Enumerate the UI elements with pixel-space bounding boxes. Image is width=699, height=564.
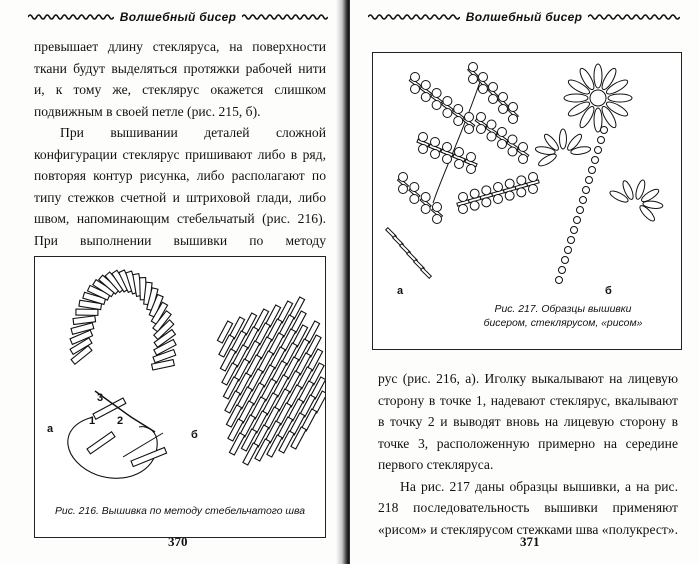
seed-bead [562, 257, 569, 264]
seed-bead [433, 203, 442, 212]
seed-bead [419, 133, 428, 142]
figure-label-b: б [191, 429, 198, 441]
seed-bead [517, 176, 526, 185]
right-running-header [368, 6, 680, 28]
running-title: Волшебный бисер [465, 10, 583, 24]
seed-bead [411, 85, 420, 94]
seed-bead [477, 113, 486, 122]
bugle-bead [421, 268, 432, 279]
seed-bead [598, 137, 605, 144]
seed-bead [443, 143, 452, 152]
seed-bead [470, 189, 479, 198]
seed-bead [465, 125, 474, 134]
seed-bead [399, 173, 408, 182]
seed-bead [421, 93, 430, 102]
seed-bead [431, 150, 440, 159]
seed-bead [589, 167, 596, 174]
seed-bead [469, 75, 478, 84]
seed-bead [508, 135, 517, 144]
seed-bead [443, 109, 452, 118]
paragraph: На рис. 217 даны образцы вышивки, а на рис. 218 последовательность вышивки применяют «рисом» и стеклярусом стежками шва «полукрест». [378, 478, 679, 537]
seed-bead [571, 227, 578, 234]
point-label-3: 3 [97, 392, 104, 404]
wave-ornament-icon [28, 12, 114, 22]
figure-caption: Рис. 216. Вышивка по методу стебельчатого шва [54, 506, 305, 517]
paragraph: превышает длину стекляруса, на поверхности ткани будут выделяться протяжки рабочей нити и, к тому же, стеклярус окажется слишком подвижным в своей петле (рис. 215, б). [34, 39, 326, 119]
seed-bead [519, 155, 528, 164]
seed-bead [399, 185, 408, 194]
petal [564, 94, 588, 102]
seed-bead [454, 117, 463, 126]
seed-bead [498, 128, 507, 137]
seed-bead [432, 89, 441, 98]
caption-line: бисером, стеклярусом, «рисом» [483, 318, 643, 329]
seed-bead [482, 198, 491, 207]
seed-bead [467, 153, 476, 162]
seed-bead [410, 195, 419, 204]
daisy-flower-drawing [535, 64, 663, 284]
seed-bead [455, 160, 464, 169]
seed-bead [419, 145, 428, 154]
running-title: Волшебный бисер [119, 10, 237, 24]
seed-bead [509, 115, 518, 124]
wave-ornament-icon [368, 12, 460, 22]
figure-caption [453, 303, 673, 331]
seed-bead [509, 103, 518, 112]
seed-bead [443, 97, 452, 106]
seed-bead [489, 83, 498, 92]
petal [560, 129, 567, 149]
seed-bead [517, 188, 526, 197]
figure-216 [34, 256, 326, 538]
bugle-bead [76, 309, 98, 315]
seed-bead [459, 193, 468, 202]
page-number: 370 [168, 534, 188, 549]
caption-line: Рис. 217. Образцы вышивки [494, 304, 632, 315]
figure-label-a: а [47, 423, 54, 435]
seed-bead [574, 217, 581, 224]
petal [608, 94, 632, 102]
seed-bead [583, 187, 590, 194]
seed-bead [529, 185, 538, 194]
fern-branch-drawing [386, 63, 539, 279]
seed-bead [487, 120, 496, 129]
seed-bead [479, 85, 488, 94]
seed-bead [433, 215, 442, 224]
seed-bead [421, 81, 430, 90]
seed-bead [505, 179, 514, 188]
seed-bead [580, 197, 587, 204]
petal [594, 64, 602, 88]
seed-bead [519, 143, 528, 152]
seed-bead [559, 267, 566, 274]
thread-loop [68, 417, 157, 478]
seed-bead [489, 95, 498, 104]
seed-bead [529, 173, 538, 182]
point-label-1: 1 [89, 415, 96, 427]
seed-bead [470, 201, 479, 210]
paragraph: рус (рис. 216, а). Иголку выкалывают на лицевую сторону в точке 1, надевают стеклярус, вкалывают в точку 2 и выводят вновь на лицевую сторону в точке 3, расположенную примерно на середине первого стекляруса. [378, 371, 678, 472]
seed-bead [410, 183, 419, 192]
seed-bead [469, 63, 478, 72]
seed-bead [508, 147, 517, 156]
leaf-outline-drawing [70, 270, 176, 370]
wave-ornament-icon [588, 12, 680, 22]
seed-bead [556, 277, 563, 284]
seed-bead [498, 140, 507, 149]
right-page [350, 0, 699, 564]
left-page [0, 0, 342, 564]
seed-bead [577, 207, 584, 214]
seed-bead [455, 148, 464, 157]
seed-bead [494, 195, 503, 204]
seed-bead [499, 105, 508, 114]
seed-bead [431, 138, 440, 147]
seed-bead [479, 73, 488, 82]
seed-bead [421, 193, 430, 202]
figure-label-a: а [397, 285, 404, 297]
seed-bead [505, 191, 514, 200]
right-body-text [378, 368, 678, 540]
seed-bead [494, 183, 503, 192]
seed-bead [454, 105, 463, 114]
stem-stitch-illustration [35, 257, 325, 537]
seed-bead [595, 147, 602, 154]
paragraph: При вышивании деталей сложной конфигурации стеклярус пришивают либо в ряд, повторяя контур рисунка, либо располагают по типу стежков счетной и штриховой глади, либо швом, напоминающим стебельчатый (рис. 216). При выполнении вышивки по методу [34, 125, 326, 248]
seed-bead [565, 247, 572, 254]
left-running-header [28, 6, 328, 28]
seed-bead [482, 186, 491, 195]
seed-bead [586, 177, 593, 184]
point-label-2: 2 [117, 415, 124, 427]
seed-bead [499, 93, 508, 102]
page-number: 371 [520, 534, 540, 549]
seed-bead [568, 237, 575, 244]
seed-bead [411, 73, 420, 82]
wave-ornament-icon [242, 12, 328, 22]
seed-bead [467, 165, 476, 174]
seed-bead [465, 113, 474, 122]
seed-bead [459, 205, 468, 214]
seed-bead [443, 155, 452, 164]
seed-bead [477, 125, 486, 134]
seed-bead [487, 132, 496, 141]
seed-bead [601, 127, 608, 134]
leaf-fill-drawing [217, 297, 325, 465]
seed-bead [592, 157, 599, 164]
seed-bead [421, 205, 430, 214]
figure-217 [372, 52, 682, 350]
figure-label-b: б [605, 285, 612, 297]
seed-bead [432, 101, 441, 110]
